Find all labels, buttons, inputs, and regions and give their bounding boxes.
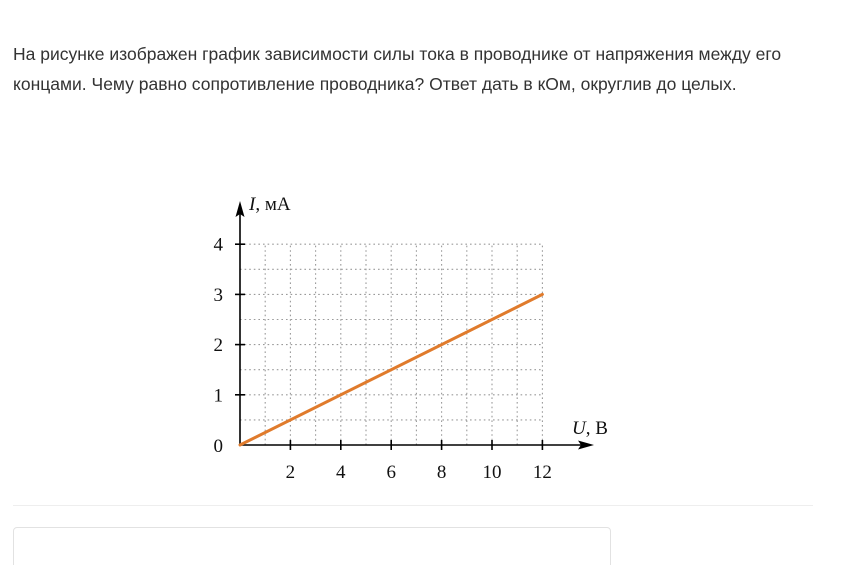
y-tick-label: 3 <box>213 284 223 306</box>
chart-axes <box>236 201 595 450</box>
divider <box>13 505 813 506</box>
x-tick-label: 12 <box>532 462 552 483</box>
x-axis-title: U, В <box>572 418 608 439</box>
answer-input[interactable] <box>13 527 611 565</box>
y-tick-label: 1 <box>213 385 223 407</box>
series-line <box>240 294 542 445</box>
chart-ticks <box>235 244 542 450</box>
y-tick-label: 2 <box>213 335 223 357</box>
chart-labels <box>214 194 608 483</box>
x-tick-label: 8 <box>436 462 447 483</box>
chart-grid <box>240 244 542 445</box>
x-tick-label: 2 <box>285 462 296 483</box>
x-tick-label: 10 <box>482 462 502 483</box>
chart-series <box>240 294 542 445</box>
origin-label: 0 <box>213 436 223 457</box>
y-axis-title: I, мА <box>249 194 291 215</box>
y-tick-label: 4 <box>213 234 223 256</box>
question-text: На рисунке изображен график зависимости силы тока в проводнике от напряжения между его концами. Чему равно сопротивление проводника? Ответ дать в кОм, округлив до целых. <box>13 44 782 94</box>
x-tick-label: 6 <box>386 462 396 483</box>
x-tick-label: 4 <box>336 462 346 483</box>
